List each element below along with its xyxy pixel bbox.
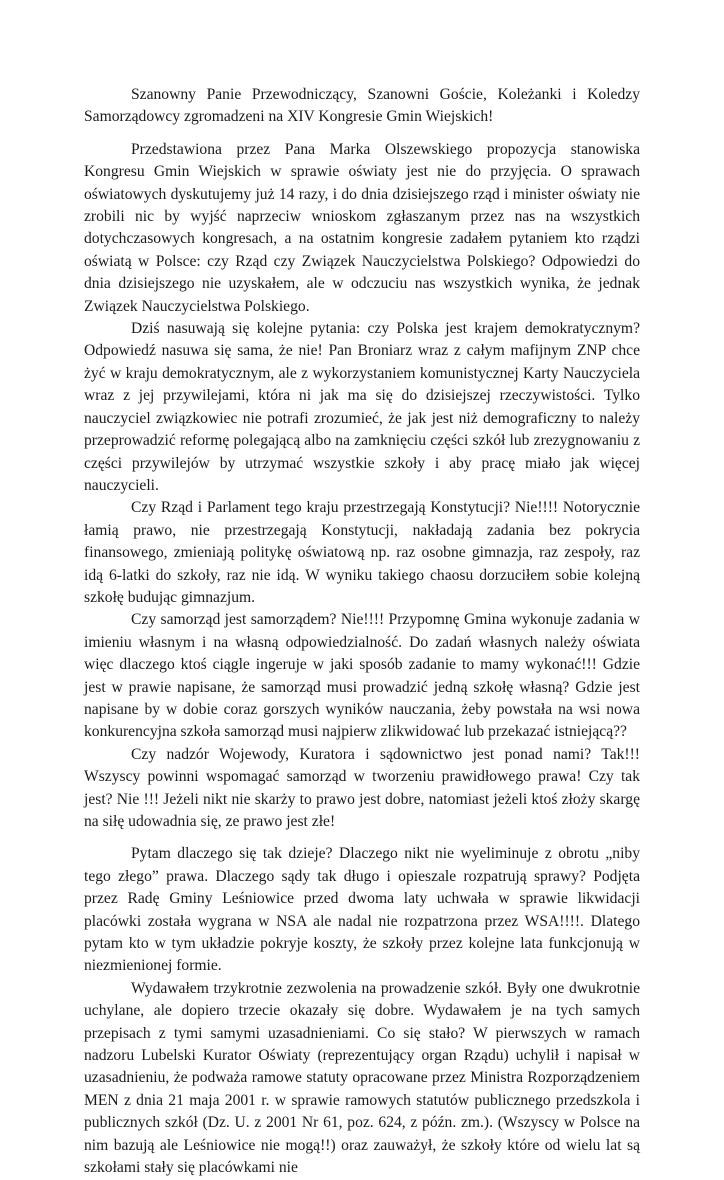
paragraph-greeting: Szanowny Panie Przewodniczący, Szanowni Goście, Koleżanki i Koledzy Samorządowcy zgromadzeni na XIV Kongresie Gmin Wiejskich! xyxy=(84,86,640,126)
paragraph-self-government: Czy samorząd jest samorządem? Nie!!!! Przypomnę Gmina wykonuje zadania w imieniu własnym i na własną odpowiedzialność. Do zadań własnych należy oświata więc dlaczego ktoś ciągle ingeruje w jaki sposób zadanie to mamy wykonać!!! Gdzie jest w prawie napisane, że samorząd musi prowadzić jedną szkołę własną? Gdzie jest napisane by w dobie coraz gorszych wyników nauczania, żeby powstała na wsi nowa konkurencyjna szkoła samorząd musi najpierw zlikwidować lub przekazać istniejącą?? xyxy=(84,611,640,741)
paragraph-supervision: Czy nadzór Wojewody, Kuratora i sądownictwo jest ponad nami? Tak!!! Wszyscy powinni wspomagać samorząd w tworzeniu prawidłowego prawa! Czy tak jest? Nie !!! Jeżeli nikt nie skarży to prawo jest dobre, natomiast jeżeli ktoś złoży skargę na siłę udowadnia się, ze prawo jest złe! xyxy=(84,745,640,830)
paragraph-courts: Pytam dlaczego się tak dzieje? Dlaczego nikt nie wyeliminuje z obrotu „niby tego złego” prawa. Dlaczego sądy tak długo i opieszale rozpatrują sprawy? Podjęta przez Radę Gminy Leśniowice przed dwoma laty uchwała w sprawie likwidacji placówki została wygrana w NSA ale nadal nie rozpatrzona przez WSA!!!!. Dlatego pytam kto w tym układzie pokryje koszty, że szkoły przez kolejne lata funkcjonują w niezmienionej formie. xyxy=(84,845,640,975)
paragraph-permits: Wydawałem trzykrotnie zezwolenia na prowadzenie szkół. Były one dwukrotnie uchylane, ale dopiero trzecie okazały się dobre. Wydawałem je na tych samych przepisach z tymi samymi uzasadnieniami. Co się stało? W pierwszych w ramach nadzoru Lubelski Kurator Oświaty (reprezentujący organ Rządu) uchylił i napisał w uzasadnieniu, że podważa ramowe statuty opracowane przez Ministra Rozporządzeniem MEN z dnia 21 maja 2001 r. w sprawie ramowych statutów publicznego przedszkola i publicznych szkół (Dz. U. z 2001 Nr 61, poz. 624, z późn. zm.). (Wszyscy w Polsce na nim bazują ale Leśniowice nie mogą!!) oraz zauważył, że szkoły które od wielu lat są szkołami stały się placówkami nie xyxy=(84,979,640,1177)
paragraph-proposal: Przedstawiona przez Pana Marka Olszewskiego propozycja stanowiska Kongresu Gmin Wiejskich w sprawie oświaty jest nie do przyjęcia. O sprawach oświatowych dyskutujemy już 14 razy, i do dnia dzisiejszego rząd i minister oświaty nie zrobili nic by wyjść naprzeciw wnioskom zgłaszanym przez nas na wszystkich dotychczasowych kongresach, a na ostatnim kongresie zadałem pytaniem kto rządzi oświatą w Polsce: czy Rząd czy Związek Nauczycielstwa Polskiego? Odpowiedzi do dnia dzisiejszego nie uzyskałem, ale w odczuciu nas wszystkich wynika, że jednak Związek Nauczycielstwa Polskiego. xyxy=(84,140,640,315)
document-body xyxy=(84,84,640,1180)
paragraph-constitution: Czy Rząd i Parlament tego kraju przestrzegają Konstytucji? Nie!!!! Notorycznie łamią prawo, nie przestrzegają Konstytucji, nakładają zadania bez pokrycia finansowego, zmieniają politykę oświatową np. raz osobne gimnazja, raz zespoły, raz idą 6-latki do szkoły, raz nie idą. W wyniku takiego chaosu dorzuciłem sobie kolejną szkołę budując gimnazjum. xyxy=(84,499,640,606)
paragraph-democracy: Dziś nasuwają się kolejne pytania: czy Polska jest krajem demokratycznym? Odpowiedź nasuwa się sama, że nie! Pan Broniarz wraz z całym mafijnym ZNP chce żyć w kraju demokratycznym, ale z wykorzystaniem komunistycznej Karty Nauczyciela wraz z jej przywilejami, która ni jak ma się do dzisiejszej rzeczywistości. Tylko nauczyciel związkowiec nie potrafi zrozumieć, że jak jest niż demograficzny to należy przeprowadzić reformę polegającą albo na zamknięciu części szkół lub zrezygnowaniu z części przywilejów by utrzymać wszystkie szkoły i aby pracę miało jak więcej nauczycieli. xyxy=(84,320,640,494)
